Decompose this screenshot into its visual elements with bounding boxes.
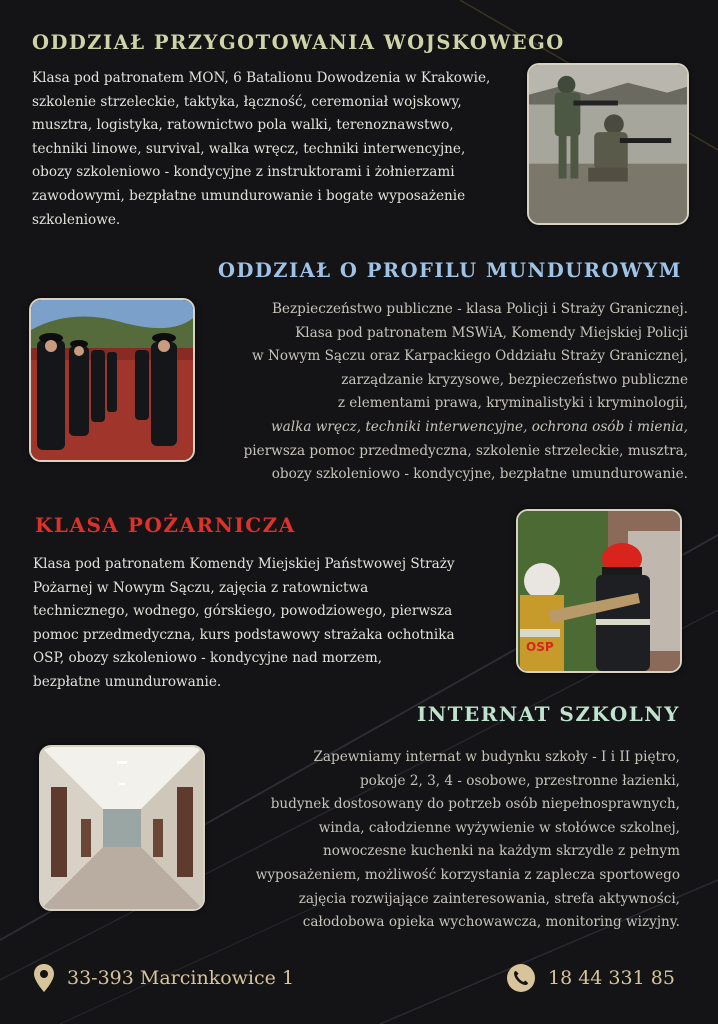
text-line: obozy szkoleniowo - kondycyjne, bezpłatne umundurowanie. (271, 466, 688, 483)
address-text: 33-393 Marcinkowice 1 (67, 967, 295, 989)
text-line: całodobowa opieka wychowawcza, monitoring wizyjny. (302, 914, 680, 931)
text-line: zawodowymi, bezpłatne umundurowanie i bogate wyposażenie (32, 187, 466, 204)
text-line: bezpłatne umundurowanie. (33, 673, 222, 690)
text-line: zarządzanie kryzysowe, bezpieczeństwo publiczne (341, 371, 688, 388)
text-line: Klasa pod patronatem MON, 6 Batalionu Dowodzenia w Krakowie, (32, 70, 491, 86)
osp-badge: OSP (526, 640, 554, 654)
uniform-section-title: ODDZIAŁ O PROFILU MUNDUROWYM (218, 259, 682, 282)
uniform-description (228, 298, 688, 487)
military-description (32, 67, 490, 232)
text-line: wyposażeniem, możliwość korzystania z zaplecza sportowego (255, 866, 680, 883)
phone-block (506, 958, 675, 998)
dorm-description (210, 746, 680, 935)
text-line: OSP, obozy szkoleniowo - kondycyjne nad morzem, (33, 650, 383, 667)
phone-icon (506, 963, 536, 993)
text-line: pierwsza pomoc przedmedyczna, szkolenie strzeleckie, musztra, (243, 442, 688, 459)
text-line: musztra, logistyka, ratownictwo pola walki, terenoznawstwo, (32, 117, 454, 134)
text-line: z elementami prawa, kryminalistyki i kryminologii, (337, 395, 688, 412)
text-line: zajęcia rozwijające zainteresowania, strefa aktywności, (298, 890, 680, 907)
text-line: techniki linowe, survival, walka wręcz, techniki interwencyjne, (32, 140, 466, 157)
fire-section-title: KLASA POŻARNICZA (35, 513, 296, 537)
text-line: w Nowym Sączu oraz Karpackiego Oddziału Straży Granicznej, (252, 348, 688, 365)
text-line: walka wręcz, techniki interwencyjne, ochrona osób i mienia, (271, 418, 688, 435)
text-line: pokoje 2, 3, 4 - osobowe, przestronne łazienki, (359, 772, 680, 789)
soldiers-photo (527, 63, 689, 225)
text-line: Klasa pod patronatem MSWiA, Komendy Miejskiej Policji (295, 324, 688, 341)
fire-description (33, 553, 455, 695)
text-line: Zapewniamy internat w budynku szkoły - I i II piętro, (313, 749, 680, 765)
text-line: Klasa pod patronatem Komendy Miejskiej Państwowej Straży (33, 556, 455, 572)
text-line: technicznego, wodnego, górskiego, powodziowego, pierwsza (33, 603, 453, 620)
military-section-title: ODDZIAŁ PRZYGOTOWANIA WOJSKOWEGO (32, 31, 565, 54)
text-line: pomoc przedmedyczna, kurs podstawowy strażaka ochotnika (33, 626, 455, 643)
uniformed-students-photo (29, 298, 195, 462)
address-block (33, 958, 294, 998)
text-line: nowoczesne kuchenki na każdym skrzydle z pełnym (323, 843, 680, 860)
text-line: Pożarnej w Nowym Sączu, zajęcia z ratownictwa (33, 579, 369, 596)
location-pin-icon (33, 963, 55, 993)
phone-number: 18 44 331 85 (548, 967, 675, 989)
firefighters-photo (516, 509, 682, 673)
text-line: winda, całodzienne wyżywienie w stołówce szkolnej, (318, 819, 680, 836)
text-line: obozy szkoleniowo - kondycyjne z instruktorami i żołnierzami (32, 164, 455, 181)
dormitory-corridor-photo (39, 745, 205, 911)
text-line: szkoleniowe. (32, 211, 121, 228)
text-line: Bezpieczeństwo publiczne - klasa Policji i Straży Granicznej. (271, 301, 688, 317)
text-line: szkolenie strzeleckie, taktyka, łączność, ceremoniał wojskowy, (32, 93, 462, 110)
dorm-section-title: INTERNAT SZKOLNY (417, 702, 680, 726)
text-line: budynek dostosowany do potrzeb osób niepełnosprawnych, (270, 796, 680, 813)
